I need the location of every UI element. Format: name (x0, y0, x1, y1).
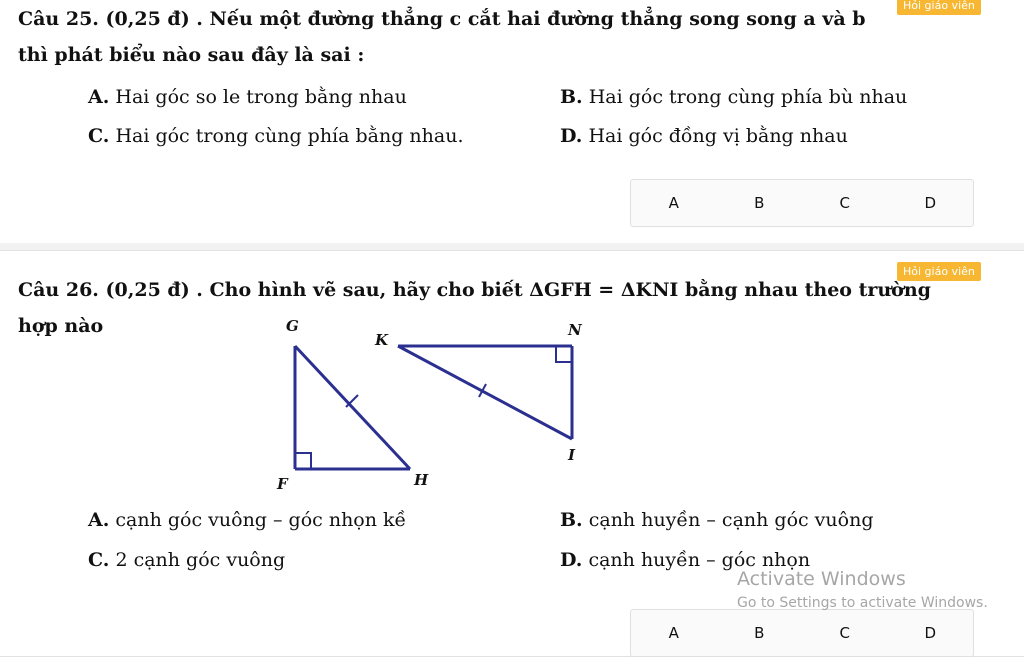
q25-option-b (560, 86, 907, 108)
q26-option-b-text: cạnh huyền – cạnh góc vuông (582, 509, 874, 531)
q25-answer-c[interactable]: C (839, 194, 850, 212)
activate-windows-watermark: Activate Windows (737, 568, 906, 590)
q25-option-d-text: Hai góc đồng vị bằng nhau (582, 125, 848, 147)
q25-option-b-text: Hai góc trong cùng phía bù nhau (582, 86, 908, 108)
q25-option-c-text: Hai góc trong cùng phía bằng nhau. (109, 125, 464, 147)
label-f: F (277, 475, 288, 493)
q25-answer-a[interactable]: A (668, 194, 679, 212)
q25-option-b-letter: B. (560, 86, 583, 108)
segment-gh (295, 346, 410, 469)
question-26-title-line1: Câu 26. (0,25 đ) . Cho hình vẽ sau, hãy cho biết ΔGFH = ΔKNI bằng nhau theo trường (18, 279, 931, 301)
q25-option-c-letter: C. (88, 125, 110, 147)
label-h: H (414, 471, 429, 489)
triangles-figure (270, 321, 600, 491)
label-g: G (286, 317, 299, 335)
q26-option-b (560, 509, 874, 531)
q25-answer-b[interactable]: B (754, 194, 765, 212)
q26-answer-c[interactable]: C (839, 624, 850, 642)
q26-option-a-letter: A. (88, 509, 110, 531)
label-n: N (568, 321, 582, 339)
question-25-card (0, 0, 1024, 244)
q25-option-d-letter: D. (560, 125, 583, 147)
q26-option-a-text: cạnh góc vuông – góc nhọn kề (109, 509, 407, 531)
q26-option-b-letter: B. (560, 509, 583, 531)
question-26-title-line2: hợp nào (18, 315, 104, 337)
q26-option-a (88, 509, 406, 531)
q25-option-c (88, 125, 464, 147)
q26-answer-a[interactable]: A (668, 624, 679, 642)
q25-option-a-letter: A. (88, 86, 110, 108)
ask-teacher-button-q25[interactable]: Hỏi giáo viên (897, 0, 981, 15)
q26-answer-bar (630, 609, 974, 657)
right-angle-mark-n (556, 346, 572, 362)
q26-answer-b[interactable]: B (754, 624, 765, 642)
label-k: K (375, 331, 389, 349)
right-angle-mark-f (295, 453, 311, 469)
q26-option-c-letter: C. (88, 549, 110, 571)
q26-option-d-text: cạnh huyền – góc nhọn (582, 549, 811, 571)
q26-option-d-letter: D. (560, 549, 583, 571)
activate-windows-subtext: Go to Settings to activate Windows. (737, 595, 988, 611)
q26-option-c (88, 549, 285, 571)
label-i: I (568, 446, 576, 464)
question-25-title-line1: Câu 25. (0,25 đ) . Nếu một đường thẳng c cắt hai đường thẳng song song a và b (18, 8, 866, 30)
q26-option-c-text: 2 cạnh góc vuông (109, 549, 286, 571)
question-25-title-line2: thì phát biểu nào sau đây là sai : (18, 44, 365, 66)
q25-answer-bar (630, 179, 974, 227)
card-separator (0, 243, 1024, 250)
ask-teacher-button-q26[interactable]: Hỏi giáo viên (897, 262, 981, 281)
q25-option-d (560, 125, 848, 147)
q25-option-a-text: Hai góc so le trong bằng nhau (109, 86, 407, 108)
q25-answer-d[interactable]: D (924, 194, 937, 212)
segment-ki (398, 346, 572, 439)
q25-option-a (88, 86, 407, 108)
q26-answer-d[interactable]: D (924, 624, 937, 642)
